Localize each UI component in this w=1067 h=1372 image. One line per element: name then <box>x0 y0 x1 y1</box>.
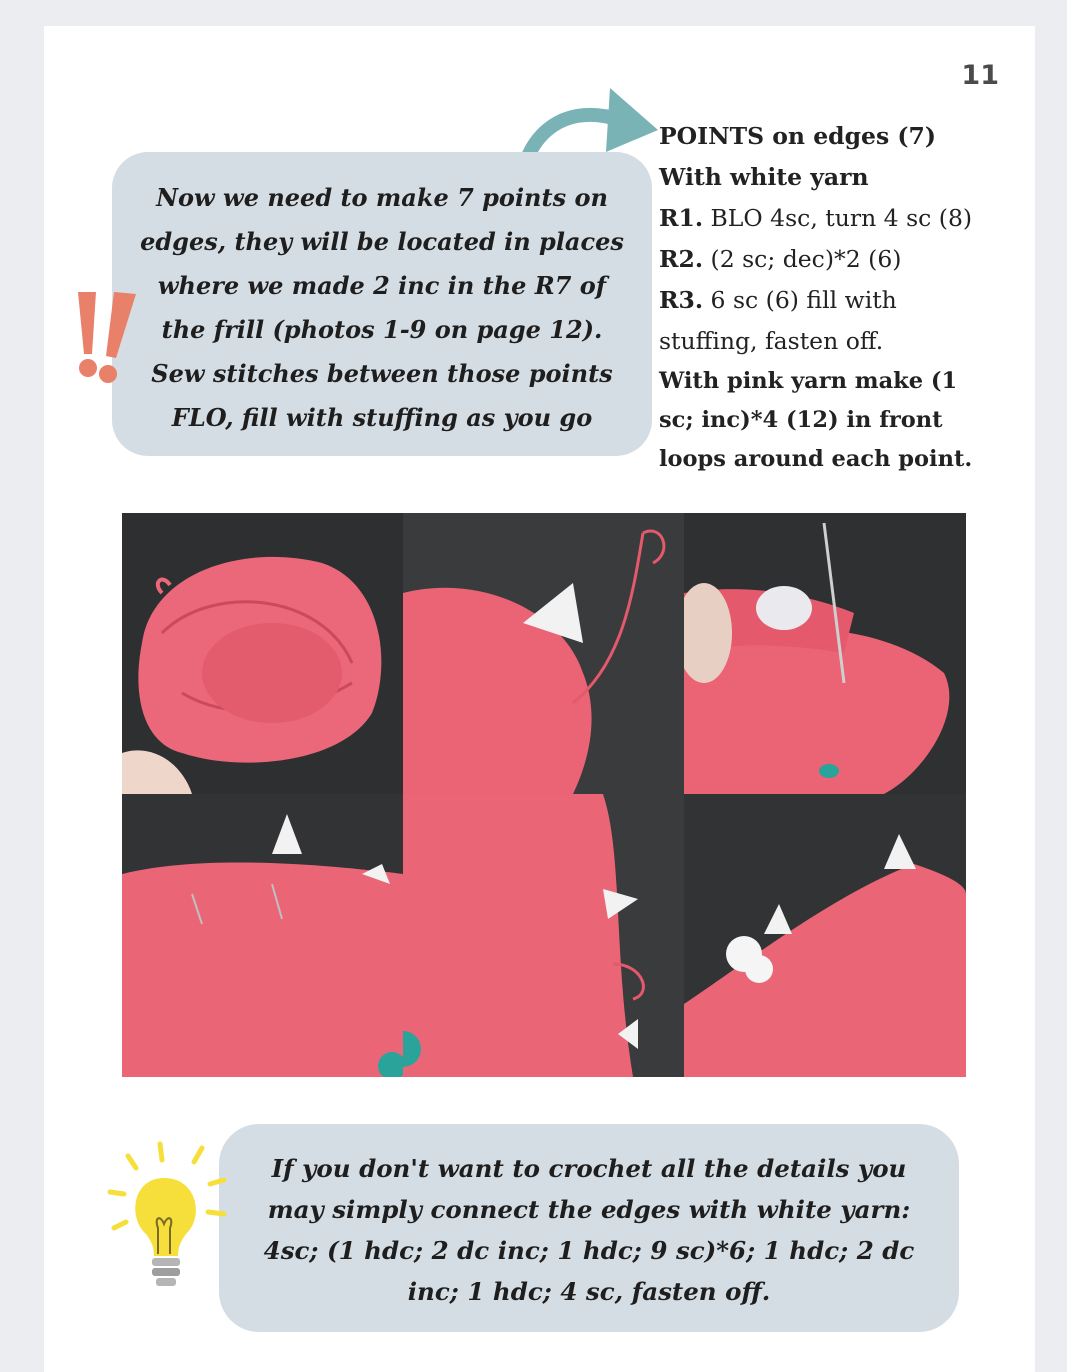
note-line: edges, they will be located in places <box>140 227 624 256</box>
note-line: where we made 2 inc in the R7 of <box>157 271 607 300</box>
row-3 <box>659 280 1004 321</box>
tip-line: 4sc; (1 hdc; 2 dc inc; 1 hdc; 9 sc)*6; 1 hdc; 2 dc <box>263 1236 915 1265</box>
tip-line: may simply connect the edges with white yarn: <box>267 1195 911 1224</box>
row-2-text: (2 sc; dec)*2 (6) <box>703 245 902 273</box>
points-instructions <box>659 116 1004 479</box>
note-line: the frill (photos 1-9 on page 12). <box>161 315 603 344</box>
note-bubble <box>112 152 652 456</box>
page-number: 11 <box>961 60 999 91</box>
lightbulb-icon <box>102 1138 234 1298</box>
row-3-continued: stuffing, fasten off. <box>659 327 884 355</box>
photo-grid <box>122 513 966 1077</box>
pattern-page <box>44 26 1035 1372</box>
photo-pinned-points <box>122 794 403 1077</box>
instructions-yarn: With white yarn <box>659 163 869 191</box>
tip-line: If you don't want to crochet all the details you <box>271 1154 907 1183</box>
photo-white-point <box>403 513 684 794</box>
pink-yarn-line: sc; inc)*4 (12) in front <box>659 407 943 433</box>
row-1 <box>659 198 1004 239</box>
row-2 <box>659 239 1004 280</box>
tip-bubble <box>219 1124 959 1332</box>
pink-yarn-line: loops around each point. <box>659 446 973 472</box>
row-1-text: BLO 4sc, turn 4 sc (8) <box>703 204 973 232</box>
pink-yarn-line: With pink yarn make (1 <box>659 368 958 394</box>
exclamation-icon <box>74 288 140 388</box>
tip-line: inc; 1 hdc; 4 sc, fasten off. <box>407 1277 771 1306</box>
row-3-label: R3. <box>659 286 704 314</box>
photo-sewing-needle <box>684 513 966 794</box>
note-line: Sew stitches between those points <box>151 359 613 388</box>
note-line: FLO, fill with stuffing as you go <box>171 403 593 432</box>
row-3-text: 6 sc (6) fill with <box>703 286 897 314</box>
row-1-label: R1. <box>659 204 704 232</box>
instructions-heading: POINTS on edges (7) <box>659 122 936 150</box>
row-2-label: R2. <box>659 245 704 273</box>
photo-side-view <box>403 794 684 1077</box>
photo-crochet-frill <box>122 513 403 794</box>
note-line: Now we need to make 7 points on <box>156 183 608 212</box>
photo-stuffing <box>684 794 966 1077</box>
